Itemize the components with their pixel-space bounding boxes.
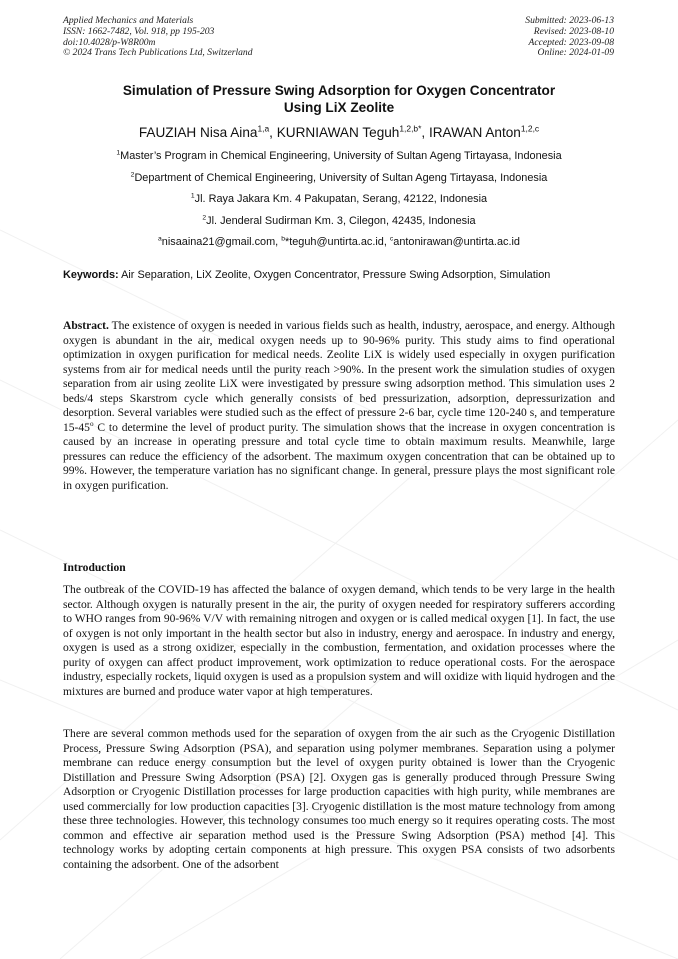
abstract-text: The existence of oxygen is needed in various fields such as health, industry, aerospace, and energy. Although oxygen is abundant in the air, medical oxygen needs up to 90-96% purity. This study aims to find operational optimization in oxygen purification for medical needs. Zeolite LiX is widely used especially in oxygen purification systems from air for medical needs until the purity reach >90%. In the present work the simulation studies of oxygen separation from air using zeolite LiX were investigated by pressure swing adsorption method. This simulation uses 2 beds/4 steps Skarstrom cycle which generally consists of bed pressurization, adsorption, depressurization and desorption. Several variables were studied such as the effect of pressure 2-6 bar, cycle time 120-240 s, and temperature 15-45 [63,320,615,434]
journal-doi: doi:10.4028/p-W8R00m [63,36,156,48]
abstract-section [63,319,615,493]
affiliation-sup: 2 [130,171,135,179]
title-line-1: Simulation of Pressure Swing Adsorption for Oxygen Concentrator [122,83,556,98]
abstract-text-continued: C to determine the level of product purity. The simulation shows that the increase in oxygen concentration is caused by an increase in operating pressure and total cycle time to obtain maximum results. Meanwhile, large pressures can reduce the efficiency of the adsorbent. The maximum oxygen concentration that can be obtained up to 99%. However, the temperature variation has no significant change. In general, pressure plays the most significant role in oxygen purification. [63,421,615,492]
affiliation-text: Department of Chemical Engineering, University of Sultan Ageng Tirtayasa, Indonesia [134,172,548,184]
journal-name: Applied Mechanics and Materials [63,15,194,26]
journal-info [63,16,253,59]
affiliation-sup: 1 [190,192,195,200]
keywords-section [63,268,615,282]
date-revised: Revised: 2023-08-10 [533,25,614,37]
keywords-label: Keywords: [63,269,119,281]
abstract-label: Abstract. [63,320,109,332]
affiliation-line [40,193,638,206]
author-affiliation-sup: 1,a [257,123,270,134]
email-line [40,236,638,249]
author-name: FAUZIAH Nisa Aina [138,125,258,140]
affiliation-sup: 2 [202,214,207,222]
author-separator: , [421,125,429,140]
date-submitted: Submitted: 2023-06-13 [525,15,614,26]
affiliation-text: Jl. Raya Jakara Km. 4 Pakupatan, Serang, 42122, Indonesia [194,193,488,205]
email-link[interactable]: antonirawan@untirta.ac.id [393,236,520,248]
author-affiliation-sup: 1,2,b* [399,123,422,134]
section-heading: Introduction [63,562,126,574]
email-sup: b [281,235,285,243]
email-sup: c [389,235,394,243]
affiliation-text: Jl. Jenderal Sudirman Km. 3, Cilegon, 42435, Indonesia [206,215,476,227]
affiliation-line [40,150,638,163]
author-name: IRAWAN Anton [428,125,521,140]
author-affiliation-sup: 1,2,c [520,123,540,134]
keywords-text: Air Separation, LiX Zeolite, Oxygen Concentrator, Pressure Swing Adsorption, Simulation [118,269,551,281]
affiliation-line [40,215,638,228]
date-accepted: Accepted: 2023-09-08 [528,36,614,48]
affiliation-line [40,172,638,185]
title-line-2: Using LiX Zeolite [283,100,395,115]
journal-copyright: © 2024 Trans Tech Publications Ltd, Switzerland [63,47,253,59]
affiliation-text: Master’s Program in Chemical Engineering, University of Sultan Ageng Tirtayasa, Indonesia [120,150,562,162]
body-paragraph: There are several common methods used for the separation of oxygen from the air such as the Cryogenic Distillation Process, Pressure Swing Adsorption (PSA), and separation using polymer membranes. Separation using a polymer membrane can reduce energy consumption but the level of oxygen purity obtained is lower than the Cryogenic Distillation and Pressure Swing Adsorption (PSA) [2]. Oxygen gas is generally produced through Pressure Swing Adsorption or Cryogenic Distillation processes for large production capacities with high purity, while membranes are used commercially for low production capacities [3]. Cryogenic distillation is the most mature technology from among these three technologies. However, this technology consumes too much energy so it requires operating costs. The most common and effective air separation method used is the Pressure Swing Adsorption (PSA) method [4]. This technology works by adopting certain components at high pressure. This oxygen PSA consists of two adsorbents containing the adsorbent. One of the adsorbent [63,728,615,871]
affiliation-sup: 1 [116,149,121,157]
author-separator: , [269,125,277,140]
email-sup: a [158,235,162,243]
author-name: KURNIAWAN Teguh [276,125,400,140]
email-link[interactable]: *teguh@untirta.ac.id, [284,236,390,248]
body-paragraph: The outbreak of the COVID-19 has affected the balance of oxygen demand, which tends to be very large in the health sector. Although oxygen is naturally present in the air, the purity of oxygen needed for respiratory sufferers according to WHO ranges from 90-96% V/V with remaining nitrogen and oxygen or is called medical oxygen [1]. In fact, the use of oxygen is not only important in the health sector but also in industry, energy and aerospace. In industry and energy, oxygen is used as a strong oxidizer, especially in the combustion, fermentation, and oxidation processes where the purity of oxygen can affect product improvement, work optimization to reduce operational costs. For the aerospace industry, especially rockets, liquid oxygen is used as a propulsion system and will oxidize with liquid hydrogen and the mixtures are burned and produce water vapor at high temperatures. [63,584,615,698]
author-list [40,124,638,141]
degree-sup: o [89,419,94,428]
date-online: Online: 2024-01-09 [537,47,614,59]
journal-issn: ISSN: 1662-7482, Vol. 918, pp 195-203 [63,25,215,37]
publication-dates [525,16,614,59]
email-link[interactable]: nisaaina21@gmail.com, [161,236,282,248]
paper-title [63,82,615,116]
